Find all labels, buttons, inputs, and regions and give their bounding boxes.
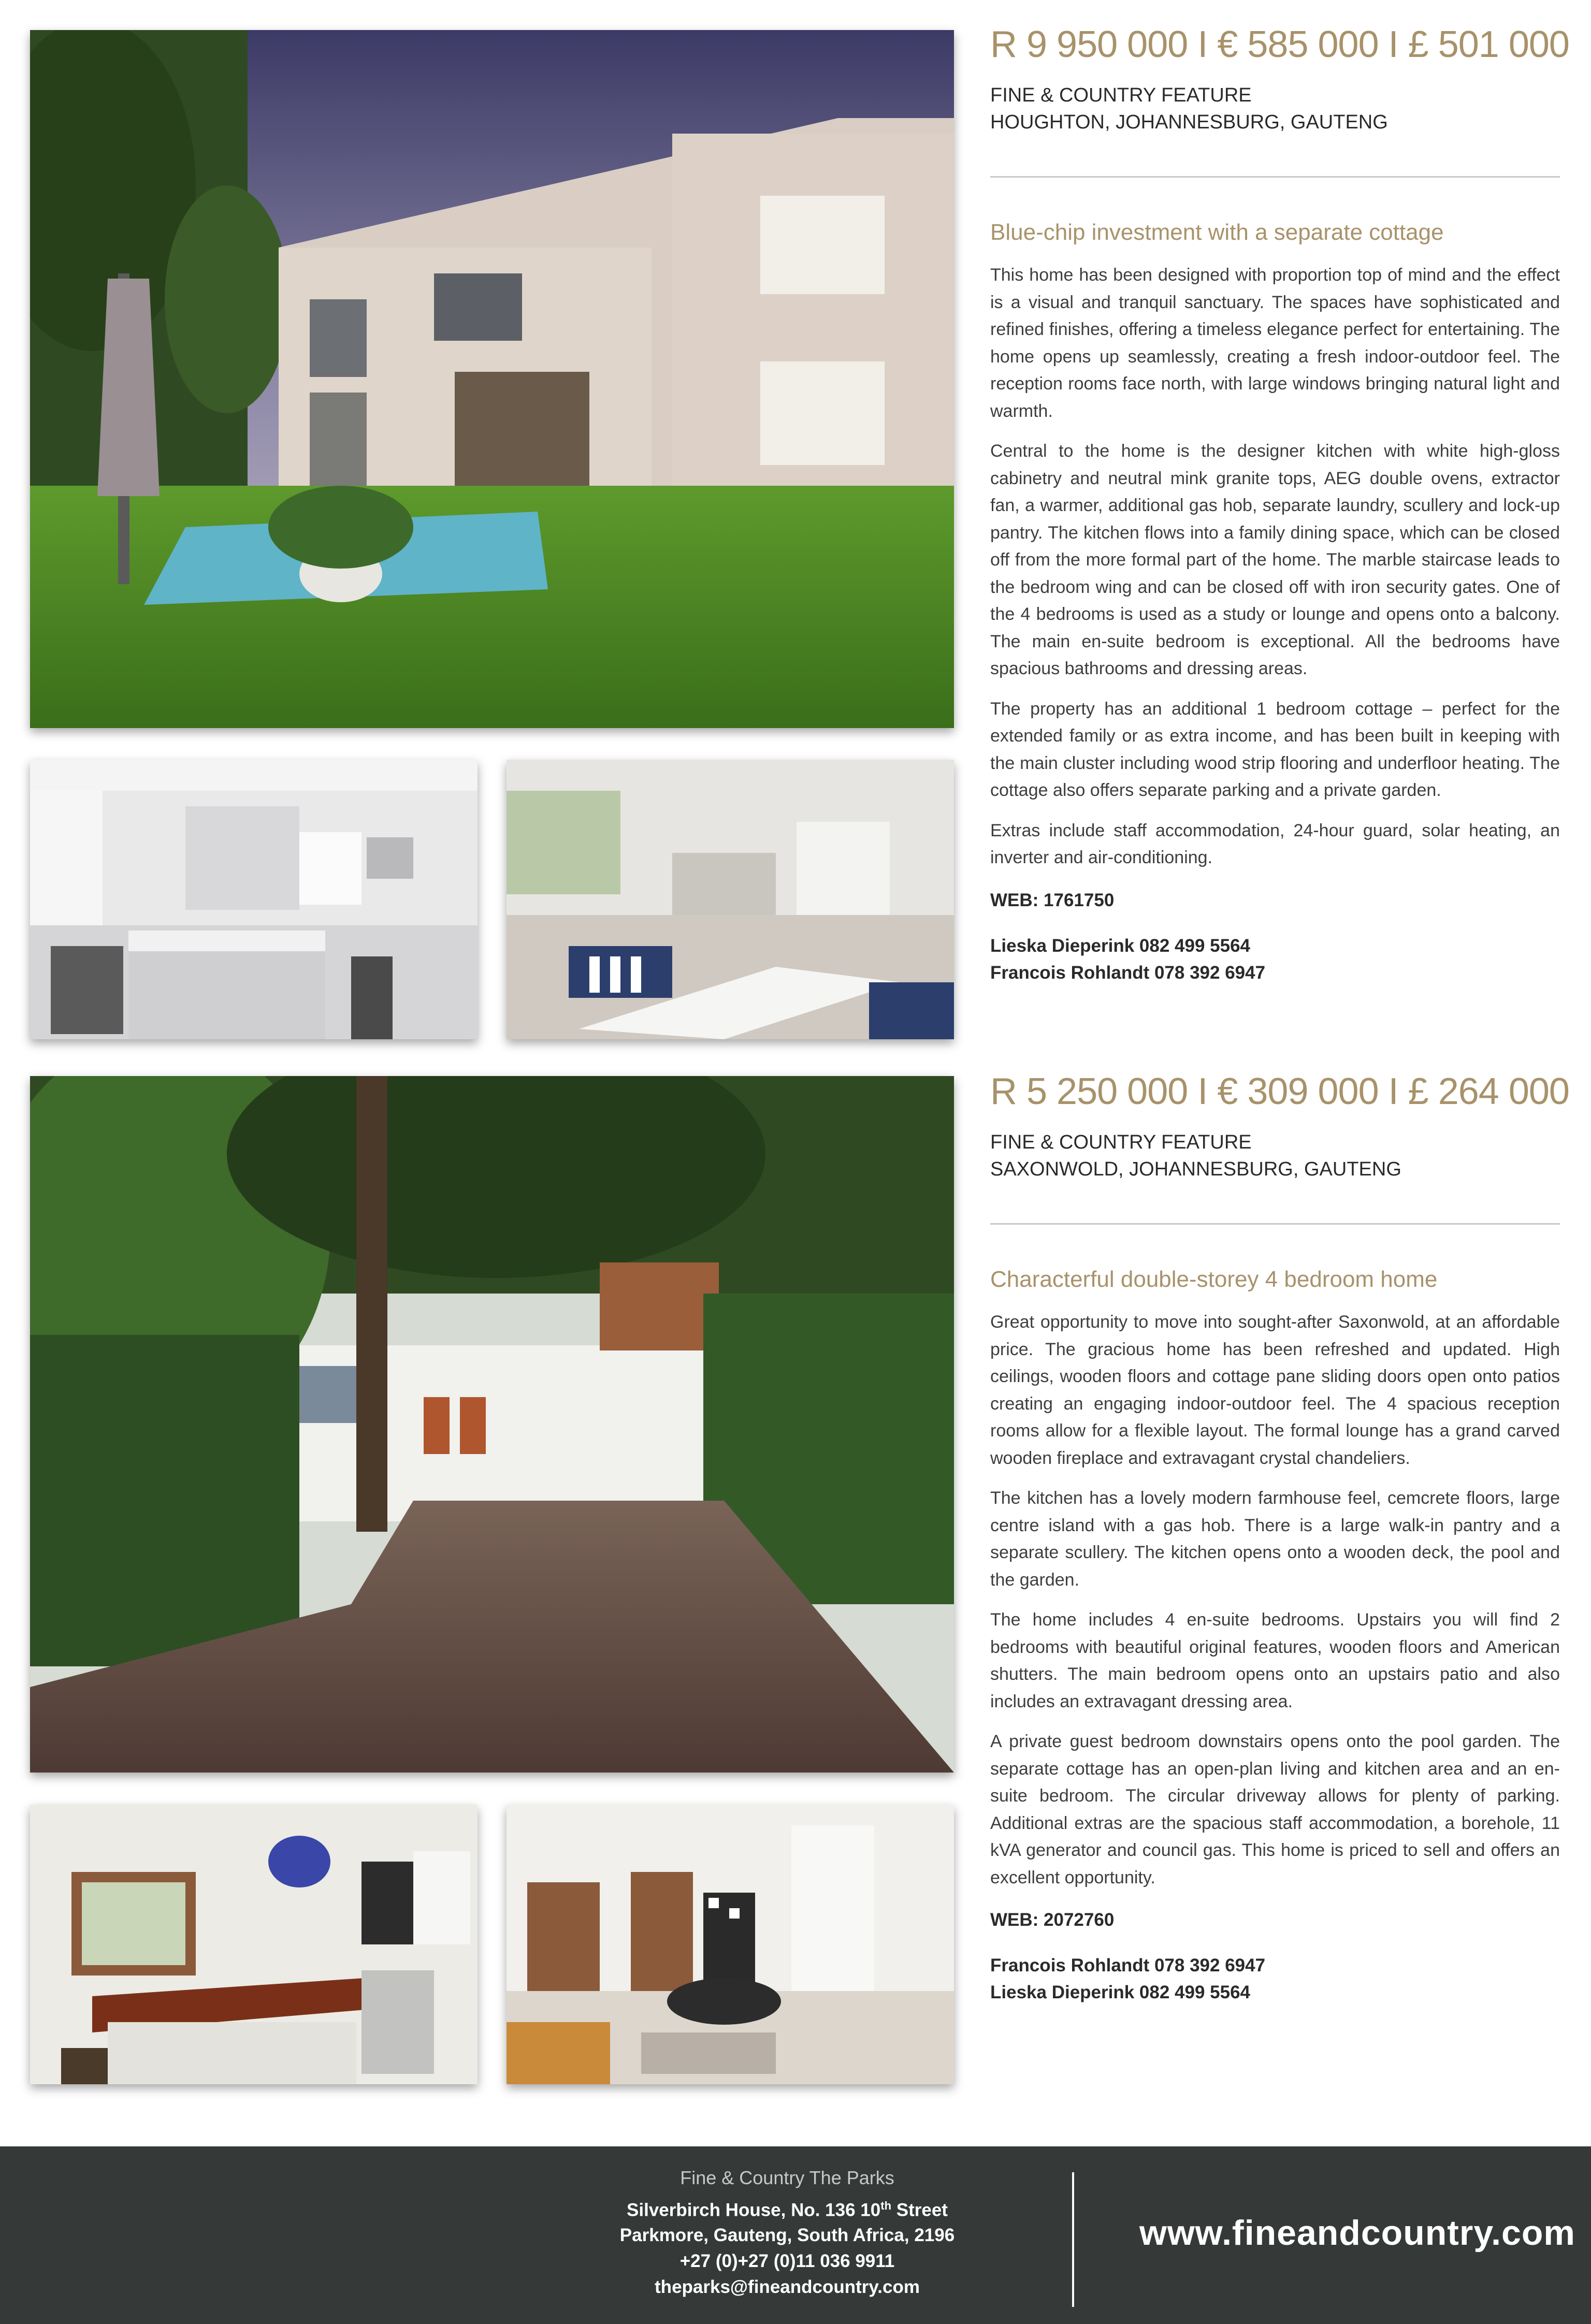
listing-saxonwold [990, 1071, 1569, 2006]
description-paragraph: The property has an additional 1 bedroom cottage – perfect for the extended family or as extra income, and has been built in keeping with the main cluster including wood strip flooring and underfloor heating. The cottage also offers separate parking and a private garden. [990, 699, 1560, 800]
office-email[interactable]: theparks@fineandcountry.com [655, 2277, 920, 2297]
office-address-line-2: Parkmore, Gauteng, South Africa, 2196 [619, 2225, 955, 2245]
garden-driveway-photo [30, 1076, 954, 1773]
description-paragraph: The home includes 4 en-suite bedrooms. Upstairs you will find 2 bedrooms with beautiful original features, wooden floors and American shutters. The main bedroom opens onto an upstairs patio and also includes an extravagant dressing area. [990, 1610, 1560, 1711]
section-divider [990, 1223, 1560, 1225]
listing-location: HOUGHTON, JOHANNESBURG, GAUTENG [990, 111, 1388, 133]
listing-headline: Blue-chip investment with a separate cottage [990, 220, 1444, 245]
agent-contact: Lieska Dieperink 082 499 5564 [990, 1982, 1251, 2002]
description-paragraph: Great opportunity to move into sought-after Saxonwold, at an affordable price. The gracious home has been refreshed and updated. High ceilings, wooden floors and cottage pane sliding doors open onto patios creating an engaging indoor-outdoor feel. The 4 spacious reception rooms allow for a flexible layout. The formal lounge has a grand carved wooden fireplace and extravagant crystal chandeliers. [990, 1312, 1560, 1468]
description-paragraph: Extras include staff accommodation, 24-hour guard, solar heating, an inverter and air-conditioning. [990, 820, 1560, 867]
office-address-line-1 [590, 2199, 984, 2221]
web-reference: WEB: 1761750 [990, 890, 1115, 910]
house-exterior-pool-photo [30, 30, 954, 728]
address-street-suffix: Street [891, 2200, 948, 2220]
website-link[interactable]: www.fineandcountry.com [1139, 2213, 1575, 2253]
description-paragraph: This home has been designed with proportion top of mind and the effect is a visual and tranquil sanctuary. The spaces have sophisticated and refined finishes, offering a timeless elegance perfect for entertaining. The home opens up seamlessly, creating a fresh indoor-outdoor feel. The reception rooms face north, with large windows bringing natural light and warmth. [990, 265, 1560, 421]
address-ordinal: th [880, 2199, 892, 2212]
listing-price: R 5 250 000 I € 309 000 I £ 264 000 [990, 1071, 1569, 1112]
web-reference: WEB: 2072760 [990, 1910, 1115, 1930]
agent-contact: Lieska Dieperink 082 499 5564 [990, 935, 1251, 956]
listing-price: R 9 950 000 I € 585 000 I £ 501 000 [990, 24, 1569, 65]
description-paragraph: A private guest bedroom downstairs opens onto the pool garden. The separate cottage has an open-plan living and kitchen area and an en-suite bedroom. The circular driveway allows for plenty of parking. Additional extras are the spacious staff accommodation, a borehole, 11 kVA generator and council gas. This home is priced to sell and offers an excellent opportunity. [990, 1732, 1560, 1887]
agent-contact: Francois Rohlandt 078 392 6947 [990, 1955, 1266, 1976]
listing-houghton [990, 24, 1569, 986]
office-phone[interactable]: +27 (0)+27 (0)11 036 9911 [679, 2251, 895, 2271]
farmhouse-kitchen-photo [30, 1805, 478, 2084]
office-footer [0, 2146, 1591, 2324]
description-paragraph: The kitchen has a lovely modern farmhouse feel, cemcrete floors, large centre island with a gas hob. There is a large walk-in pantry and a separate scullery. The kitchen opens onto a wooden deck, the pool and the garden. [990, 1488, 1560, 1590]
feature-label: FINE & COUNTRY FEATURE [990, 84, 1252, 106]
office-name: Fine & Country The Parks [680, 2167, 894, 2188]
address-street: Silverbirch House, No. 136 10 [627, 2200, 881, 2220]
listing-headline: Characterful double-storey 4 bedroom home [990, 1267, 1438, 1292]
living-dining-photo [507, 760, 954, 1039]
section-divider [990, 176, 1560, 178]
footer-divider [1072, 2172, 1074, 2307]
agent-contact: Francois Rohlandt 078 392 6947 [990, 962, 1266, 983]
description-paragraph: Central to the home is the designer kitchen with white high-gloss cabinetry and neutral mink granite tops, AEG double ovens, extractor fan, a warmer, additional gas hob, separate laundry, scullery and lock-up pantry. The kitchen flows into a family dining space, which can be closed off from the more formal part of the home. The marble staircase leads to the bedroom wing and can be closed off with iron security gates. One of the 4 bedrooms is used as a study or lounge and opens onto a balcony. The main en-suite bedroom is exceptional. All the bedrooms have spacious bathrooms and dressing areas. [990, 441, 1560, 678]
kitchen-photo [30, 760, 478, 1039]
listing-location: SAXONWOLD, JOHANNESBURG, GAUTENG [990, 1158, 1401, 1180]
bathroom-photo [507, 1805, 954, 2084]
feature-label: FINE & COUNTRY FEATURE [990, 1131, 1252, 1153]
